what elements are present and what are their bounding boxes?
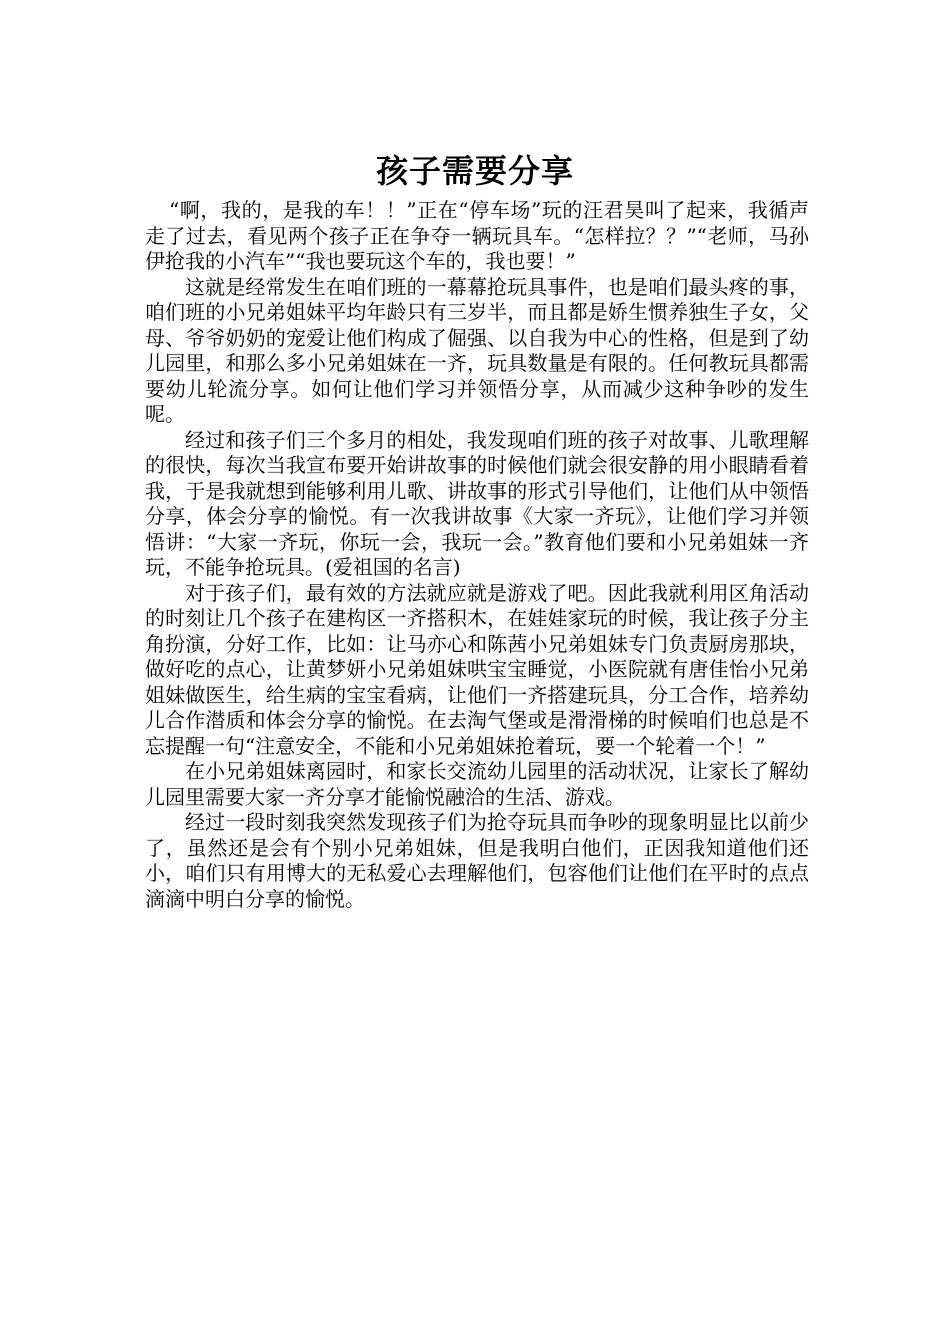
paragraph-3: 经过和孩子们三个多月的相处，我发现咱们班的孩子对故事、儿歌理解的很快，每次当我宣布要开始讲故事的时候他们就会很安静的用小眼睛看着我，于是我就想到能够利用儿歌、讲故事的形式引导他们，让他们从中领悟分享，体会分享的愉悦。有一次我讲故事《大家一齐玩》，让他们学习并领悟讲：“大家一齐玩，你玩一会，我玩一会。”教育他们要和小兄弟姐妹一齐玩，不能争抢玩具。(爱祖国的名言) [145,427,809,579]
paragraph-1: “啊，我的，是我的车！！”正在“停车场”玩的汪君昊叫了起来，我循声走了过去，看见两个孩子正在争夺一辆玩具车。“怎样拉？？”“老师，马孙伊抢我的小汽车”“我也要玩这个车的，我也要！” [145,198,809,273]
paragraph-2: 这就是经常发生在咱们班的一幕幕抢玩具事件，也是咱们最头疼的事，咱们班的小兄弟姐妹平均年龄只有三岁半，而且都是娇生惯养独生子女，父母、爷爷奶奶的宠爱让他们构成了倔强、以自我为中心的性格，但是到了幼儿园里，和那么多小兄弟姐妹在一齐，玩具数量是有限的。任何教玩具都需要幼儿轮流分享。如何让他们学习并领悟分享，从而减少这种争吵的发生呢。 [145,274,809,426]
paragraph-4: 对于孩子们，最有效的方法就应就是游戏了吧。因此我就利用区角活动的时刻让几个孩子在建构区一齐搭积木，在娃娃家玩的时候，我让孩子分主角扮演，分好工作，比如：让马亦心和陈茜小兄弟姐妹专门负责厨房那块，做好吃的点心，让黄梦妍小兄弟姐妹哄宝宝睡觉，小医院就有唐佳怡小兄弟姐妹做医生，给生病的宝宝看病，让他们一齐搭建玩具，分工合作，培养幼儿合作潜质和体会分享的愉悦。在去淘气堡或是滑滑梯的时候咱们也总是不忘提醒一句“注意安全，不能和小兄弟姐妹抢着玩，要一个轮着一个！” [145,580,809,758]
article-body [145,198,809,912]
page-title: 孩子需要分享 [375,152,574,191]
paragraph-5: 在小兄弟姐妹离园时，和家长交流幼儿园里的活动状况，让家长了解幼儿园里需要大家一齐分享才能愉悦融洽的生活、游戏。 [145,759,809,809]
paragraph-6: 经过一段时刻我突然发现孩子们为抢夺玩具而争吵的现象明显比以前少了，虽然还是会有个别小兄弟姐妹，但是我明白他们，正因我知道他们还小，咱们只有用博大的无私爱心去理解他们，包容他们让他们在平时的点点滴滴中明白分享的愉悦。 [145,810,809,911]
